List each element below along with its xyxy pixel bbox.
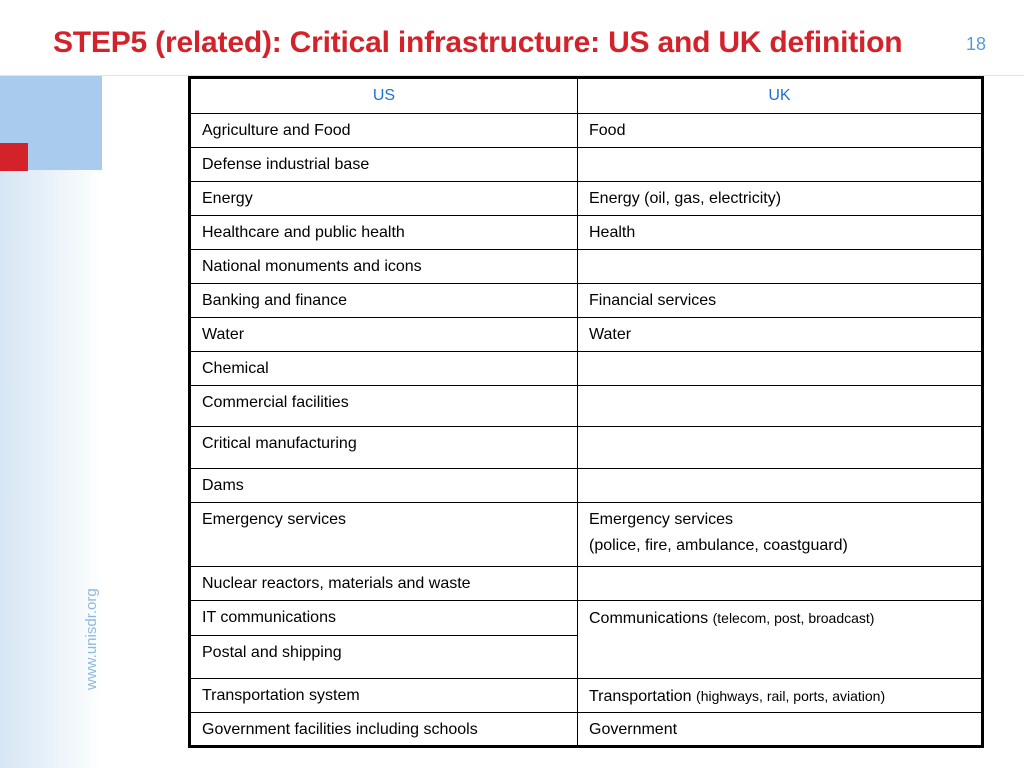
us-cell: Dams	[190, 469, 578, 503]
table-header-row	[190, 78, 983, 114]
uk-cell	[578, 601, 983, 679]
table-row	[190, 469, 983, 503]
uk-cell: Water	[578, 318, 983, 352]
uk-cell: Financial services	[578, 284, 983, 318]
table-row	[190, 250, 983, 284]
decorative-red-square	[0, 143, 28, 171]
table-row	[190, 114, 983, 148]
page-number: 18	[966, 34, 987, 54]
table-row	[190, 713, 983, 747]
us-cell: National monuments and icons	[190, 250, 578, 284]
us-cell: Critical manufacturing	[190, 427, 578, 469]
uk-cell-detail: (telecom, post, broadcast)	[712, 610, 875, 626]
table-row	[190, 352, 983, 386]
us-cell: Emergency services	[190, 503, 578, 567]
table-row	[190, 567, 983, 601]
uk-cell	[578, 679, 983, 713]
us-cell: IT communications	[190, 601, 578, 636]
table-row	[190, 148, 983, 182]
table-row	[190, 601, 983, 636]
header-us: US	[190, 78, 578, 114]
infrastructure-table	[188, 76, 984, 748]
us-cell: Government facilities including schools	[190, 713, 578, 747]
uk-cell	[578, 386, 983, 427]
table-row	[190, 679, 983, 713]
side-url-text: www.unisdr.org	[83, 588, 100, 690]
uk-cell: Health	[578, 216, 983, 250]
table-row	[190, 318, 983, 352]
us-cell: Healthcare and public health	[190, 216, 578, 250]
us-cell: Water	[190, 318, 578, 352]
uk-cell: Government	[578, 713, 983, 747]
us-cell: Nuclear reactors, materials and waste	[190, 567, 578, 601]
table-row	[190, 216, 983, 250]
table-row	[190, 503, 983, 567]
uk-cell	[578, 469, 983, 503]
uk-cell: Emergency services (police, fire, ambulance, coastguard)	[578, 503, 983, 567]
uk-cell: Energy (oil, gas, electricity)	[578, 182, 983, 216]
header-uk: UK	[578, 78, 983, 114]
us-cell: Commercial facilities	[190, 386, 578, 427]
us-cell: Chemical	[190, 352, 578, 386]
uk-cell-main: Communications	[589, 610, 709, 627]
uk-cell: Food	[578, 114, 983, 148]
us-cell: Transportation system	[190, 679, 578, 713]
us-cell: Energy	[190, 182, 578, 216]
uk-cell	[578, 352, 983, 386]
table-row	[190, 386, 983, 427]
table-row	[190, 427, 983, 469]
uk-cell-main: Transportation	[589, 688, 692, 705]
uk-cell	[578, 427, 983, 469]
uk-cell	[578, 148, 983, 182]
table-row	[190, 284, 983, 318]
uk-cell	[578, 567, 983, 601]
us-cell: Banking and finance	[190, 284, 578, 318]
uk-cell-detail: (highways, rail, ports, aviation)	[696, 688, 886, 704]
us-cell: Postal and shipping	[190, 636, 578, 679]
slide-title: STEP5 (related): Critical infrastructure: US and UK definition	[53, 26, 903, 59]
us-cell: Defense industrial base	[190, 148, 578, 182]
uk-cell	[578, 250, 983, 284]
us-cell: Agriculture and Food	[190, 114, 578, 148]
table-row	[190, 182, 983, 216]
